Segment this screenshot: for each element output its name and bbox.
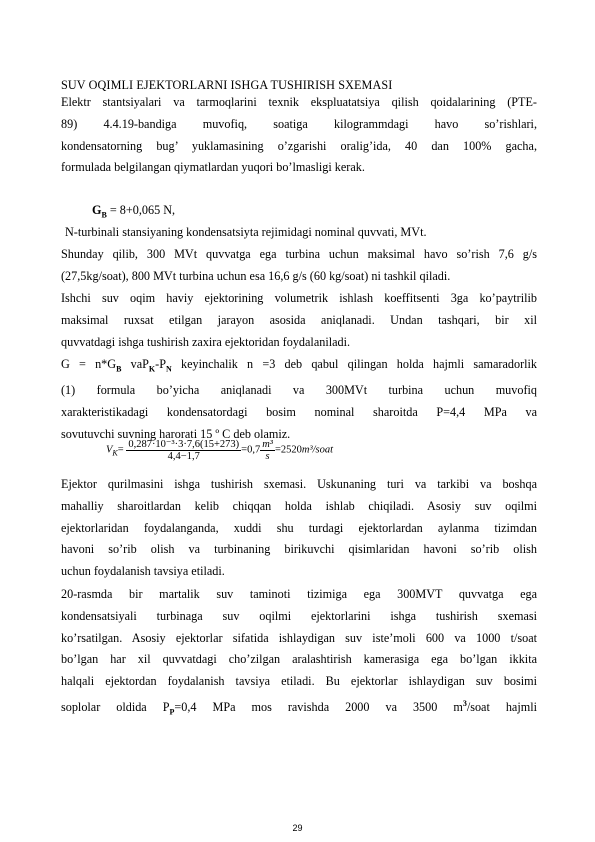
formula-fraction: [126, 438, 241, 462]
text-line: havoni so’rib olish va turbinaning birikuvchi qisimlaridan havoni so’rib olish: [61, 542, 537, 557]
paragraph-air-suction: [61, 244, 537, 288]
text-line: formulada belgilangan qiymatlardan yuqori bo’lmasligi kerak.: [61, 160, 365, 175]
unit-numerator: m³: [262, 438, 273, 450]
paragraph-startup-scheme: [61, 474, 537, 583]
text-line: Shunday qilib, 300 MVt quvvatga ega turbina uchun maksimal havo so’rish 7,6 g/s: [61, 247, 537, 261]
formula-lhs-sub: K: [112, 448, 118, 458]
formula-rhs: =2520: [274, 444, 302, 456]
text-line: kondensatorning bug’ yuklamasining o’zgarishi oralig’ida, 40 dan 100% gacha,: [61, 138, 537, 153]
text-line: Elektr stantsiyalari va tarmoqlarini texnik ekspluatatsiya qilish qoidalarining (PTE-: [61, 95, 537, 109]
text-line: 20-rasmda bir martalik suv taminoti tizimiga ega 300MVT quvvatga ega: [61, 587, 537, 601]
formula-denominator: 4,4−1,7: [167, 451, 200, 462]
formula-numerator: 0,287·10⁻³·3·7,6(15+273): [128, 439, 240, 450]
text-line: uchun foydalanish tavsiya etiladi.: [61, 564, 225, 579]
text-line: kondensatsiyali turbinaga suv oqilmi ejektorlarini ishga tushirish sxemasi: [61, 608, 537, 623]
text-line: 89) 4.4.19-bandiga muvofiq, soatiga kilogrammdagi havo so’rishlari,: [61, 116, 537, 131]
gb-symbol: G: [92, 203, 102, 217]
volumetric-formula: $V_K=$ $\frac{\text{0,287·10⁻³·3·7,6(15+273)}}{4,4-1,7}$ =0,7 $\frac{\text{m³}}{s}$ =2520m³/soat: [106, 438, 334, 462]
text-line: $G = n*G_B$ $vaP_K-P_N$ keyinchalik n =3 deb qabul qilingan holda hajmli samaradorlik: [61, 357, 538, 374]
paragraph-figure-20: [61, 584, 537, 723]
text-line: maksimal ruxsat etilgan jarayon asosida aniqlanadi. Undan tashqari, bir xil: [61, 312, 537, 327]
text-line: quvvatdagi ishga tushirish zaxira ejektoridan foydalaniladi.: [61, 334, 351, 349]
text-line: Ejektor qurilmasini ishga tushirish sxemasi. Uskunaning turi va tarkibi va boshqa: [61, 477, 537, 491]
section-heading: SUV OQIMLI EJEKTORLARNI ISHGA TUSHIRISH SXEMASI: [61, 78, 393, 92]
gb-expression: = 8+0,065 N,: [106, 203, 176, 217]
formula-lhs: V: [106, 444, 113, 456]
formula-rhs-unit: m³/soat: [301, 444, 334, 456]
paragraph-volumetric-efficiency: [61, 354, 537, 446]
text-line: ejektorlaridan foydalanganda, xuddi shu turdagi ejektorlardan aylanma tizimdan: [61, 520, 537, 535]
text-line: sovutuvchi suvning harorati 15 º C deb olamiz.: [61, 426, 291, 441]
text-line: (27,5kg/soat), 800 MVt turbina uchun esa 16,6 g/s (60 kg/soat) ni tashkil qiladi.: [61, 268, 451, 283]
n-definition-text: N-turbinali stansiyaning kondensatsiyta rejimidagi nominal quvvati, MVt.: [65, 225, 427, 239]
paragraph-pte-rules: [61, 92, 537, 179]
formula-mid: =0,7: [241, 444, 261, 456]
formula-unit-fraction: [260, 439, 275, 462]
paragraph-ejector-coefficient: [61, 288, 537, 353]
n-definition: [61, 222, 537, 244]
text-line: ko’rsatilgan. Asosiy ejektorlar sifatida ishlaydigan suv iste’moli 600 va 1000 t/soat: [61, 630, 537, 645]
text-line: xarakteristikadagi kondensatordagi bosim nominal sharoitda P=4,4 MPa va: [61, 405, 537, 420]
text-line: Ishchi suv oqim haviy ejektorining volumetrik ishlash koeffitsenti 3ga ko’paytrilib: [61, 291, 537, 305]
page-number: 29: [292, 823, 303, 833]
text-line: bo’lgan har xil quvvatdagi cho’zilgan aralashtirish kamerasiga ega bo’lgan ikkita: [61, 652, 537, 667]
gb-subscript: B: [101, 210, 107, 220]
text-line: soplolar oldida $P_P=0,4$ MPa mos ravishda 2000 va 3500 $m^3$/soat hajmli: [61, 698, 537, 717]
text-line: mahalliy sharoitlardan kelib chiqqan holda ishlab chiqiladi. Asosiy suv oqilmi: [61, 498, 537, 513]
text-line: (1) formula bo’yicha aniqlanadi va 300MVt turbina uchun muvofiq: [61, 383, 537, 398]
text-line: halqali ejektordan foydalanish tavsiya etiladi. Bu ejektorlar ishlaydigan suv bosimi: [61, 674, 537, 689]
unit-denominator: s: [265, 450, 270, 462]
